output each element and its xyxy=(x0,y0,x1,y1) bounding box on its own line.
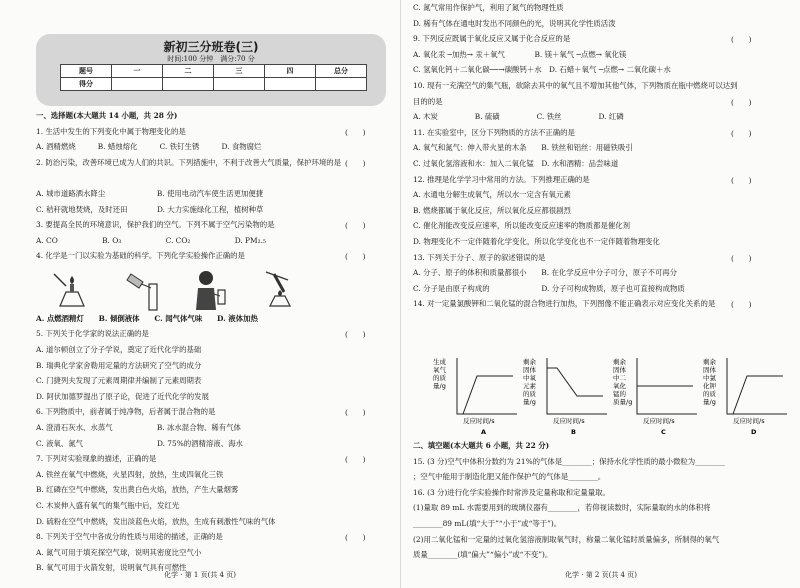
right-page xyxy=(400,0,800,588)
question-line: A. CO B. O₃ C. CO₂ D. PM₂.₅ xyxy=(36,235,266,245)
question-line: C. 氢氧化钙＋二氧化碳──→碳酸钙＋水 D. 石蜡＋氧气 ─点燃→ 二氧化碳＋水 xyxy=(413,65,671,75)
graph-y-label: 剩余 xyxy=(703,358,716,366)
graph-letter: B xyxy=(571,428,576,436)
heating-liquid-icon xyxy=(260,270,300,312)
answer-parentheses[interactable]: ( ) xyxy=(731,128,752,138)
question-line: 12. 推理是化学学习中常用的方法。下列推理正确的是 xyxy=(413,174,590,184)
graph-A xyxy=(433,356,521,440)
graph-x-label: 反应时间/s xyxy=(733,417,765,425)
question-line: 质量________(填“偏大”“偏小”或“不变”)。 xyxy=(413,550,553,560)
graph-y-label: 中氧 xyxy=(523,374,536,382)
question-line: D. 阿伏加德罗提出了原子论，促进了近代化学的发展 xyxy=(36,391,209,401)
question-line: (2)用二氧化锰和一定量的过氧化氢溶液制取氧气时，称量二氧化锰时质量偏多，所制得的氧气 xyxy=(413,534,720,544)
question-line: 二、填空题(本大题共 6 小题，共 22 分) xyxy=(413,441,550,450)
question-line: D. 稀有气体在通电时发出不同颜色的光，说明其化学性质活泼 xyxy=(413,18,616,28)
score-cell-0-2: 二 xyxy=(163,65,214,78)
question-line: C. 氮气常用作保护气，利用了氮气的物理性质 xyxy=(413,3,564,12)
answer-parentheses[interactable]: ( ) xyxy=(345,252,366,262)
graph-axes xyxy=(547,358,607,414)
question-line: A. 澄清石灰水、水蒸气 B. 冰水混合物、稀有气体 xyxy=(36,423,241,432)
graph-y-label: 氧气 xyxy=(433,366,446,374)
question-line: D. 物理变化不一定伴随着化学变化，所以化学变化也不一定伴随着物理变化 xyxy=(413,237,660,246)
answer-parentheses[interactable]: ( ) xyxy=(345,455,366,465)
question-line: 15. (3 分)空气中体积分数约为 21%的气体是________；保持水化学性质的最小微粒为________ xyxy=(413,456,725,466)
question-line: 11. 在实验室中，区分下列物质的方法不正确的是 xyxy=(413,127,575,137)
graph-y-label: 固体 xyxy=(703,366,716,374)
question-line: B. 红磷在空气中燃烧，发出黄白色火焰，放热，产生大量烟雾 xyxy=(36,485,239,495)
left-page-footer: 化学 · 第 1 页(共 4 页) xyxy=(164,571,236,579)
score-cell-1-0: 得分 xyxy=(61,78,112,91)
question-line: A. 道尔顿创立了分子学说，奠定了近代化学的基础 xyxy=(36,345,202,354)
question-line: A. 氮气可用于填充探空气球，说明其密度比空气小 xyxy=(36,547,202,557)
answer-parentheses[interactable]: ( ) xyxy=(731,175,752,185)
exam-title: 新初三分班卷(三) xyxy=(163,40,259,54)
question-line: 9. 下列反应既属于氧化反应又属于化合反应的是 xyxy=(413,34,571,44)
question-line: B. 瑞典化学家舍勒用定量的方法研究了空气的成分 xyxy=(36,360,202,370)
question-line: C. 催化剂能改变反应速率，所以能改变反应速率的物质都是催化剂 xyxy=(413,221,631,231)
question-line: 5. 下列关于化学家的说法正确的是 xyxy=(36,329,149,339)
question-line: A. 点燃酒精灯 B. 倾倒液体 C. 闻气体气味 D. 液体加热 xyxy=(36,313,258,323)
question-line: A. 分子、原子的体积和质量都很小 B. 在化学反应中分子可分，原子不可再分 xyxy=(413,268,678,278)
graph-y-label: 量/g xyxy=(703,398,716,406)
graph-curve xyxy=(547,368,603,396)
score-cell-0-1: 一 xyxy=(112,65,163,78)
score-cell-0-5: 总分 xyxy=(316,65,367,78)
answer-parentheses[interactable]: ( ) xyxy=(345,533,366,543)
graph-letter: C xyxy=(661,428,666,436)
graph-y-label: 中二 xyxy=(613,374,626,382)
question-line: C. 门捷列夫发现了元素周期律并编制了元素周期表 xyxy=(36,376,202,386)
graph-x-label: 反应时间/s xyxy=(553,417,585,425)
graph-curve xyxy=(463,376,513,414)
graph-C xyxy=(613,356,701,440)
question-line: C. 液氧、氮气 D. 75%的酒精溶液、海水 xyxy=(36,438,243,448)
question-line: 目的的是 xyxy=(413,96,443,106)
graph-y-label: 剩余 xyxy=(523,358,536,366)
question-line: 13. 下列关于分子、原子的叙述错误的是 xyxy=(413,252,546,262)
pouring-liquid-icon xyxy=(125,270,165,312)
score-cell-1-3 xyxy=(214,78,265,91)
question-line: B. 燃烧都属于氧化反应，所以氧化反应都很剧烈 xyxy=(413,205,571,215)
graph-y-label: 化钾 xyxy=(703,382,716,390)
question-line: ；空气中能用于制造化肥又能作保护气的气体是________。 xyxy=(413,472,606,482)
question-line: ________89 mL(填“大于”“小于”或“等于”)。 xyxy=(413,519,562,528)
graph-y-label: 的质 xyxy=(433,374,446,382)
question-line: A. 城市道路洒水降尘 B. 使用电动汽车使生活更加便捷 xyxy=(36,189,264,198)
question-line: 7. 下列对实验现象的描述，正确的是 xyxy=(36,454,157,464)
score-cell-1-4 xyxy=(265,78,316,91)
question-line: A. 氧气和氮气：伸入带火星的木条 B. 铁丝和铝丝：用磁铁吸引 xyxy=(413,143,633,153)
graph-y-label: 元素 xyxy=(523,382,536,390)
question-line: 10. 现有一充满空气的集气瓶，欲除去其中的氧气且不增加其他气体，下列物质在瓶中燃烧可以达到 xyxy=(413,81,738,90)
question-line: C. 过氧化氢溶液和水：加入二氧化锰 D. 水和酒精：品尝味道 xyxy=(413,159,619,168)
graph-y-label: 生成 xyxy=(433,358,446,366)
graph-y-label: 的质 xyxy=(523,390,536,398)
graph-y-label: 固体 xyxy=(613,366,626,374)
question-line: 一、选择题(本大题共 14 小题，共 28 分) xyxy=(36,111,178,120)
answer-parentheses[interactable]: ( ) xyxy=(345,127,366,137)
question-line: A. 木炭 B. 硫磺 C. 铁丝 D. 红磷 xyxy=(413,112,624,122)
question-line: 6. 下列物质中，前者属于纯净物，后者属于混合物的是 xyxy=(36,407,216,417)
graph-letter: D xyxy=(751,428,757,436)
graph-y-label: 质量/g xyxy=(613,398,633,406)
exam-subtitle: 时间:100 分钟 满分:70 分 xyxy=(167,55,255,63)
graph-y-label: 的质 xyxy=(703,390,716,398)
score-cell-1-2 xyxy=(163,78,214,91)
answer-parentheses[interactable]: ( ) xyxy=(345,408,366,418)
question-line: C. 秸秆就地焚烧，及时还田 D. 大力实施绿化工程，植树种草 xyxy=(36,204,264,214)
score-cell-1-1 xyxy=(112,78,163,91)
score-cell-1-5 xyxy=(316,78,367,91)
graph-y-label: 氧化 xyxy=(613,382,626,390)
alcohol-lamp-icon xyxy=(52,272,92,312)
question-line: 14. 对一定量氯酸钾和二氧化锰的混合物进行加热，下列图像不能正确表示对应变化关系的是 xyxy=(413,299,716,309)
question-line: 4. 化学是一门以实验为基础的科学。下列化学实验操作正确的是 xyxy=(36,251,245,261)
graph-B xyxy=(523,356,611,440)
answer-parentheses[interactable]: ( ) xyxy=(731,97,752,107)
answer-parentheses[interactable]: ( ) xyxy=(731,35,752,45)
smelling-gas-icon xyxy=(190,268,230,312)
question-line: 3. 要提高全民的环境意识，保护我们的空气。下列不属于空气污染物的是 xyxy=(36,220,275,230)
question-line: A. 水通电分解生成氧气，所以水一定含有氧元素 xyxy=(413,190,571,200)
graph-x-label: 反应时间/s xyxy=(643,417,675,425)
question-line: A. 铁丝在氧气中燃烧，火星四射，放热，生成四氧化三铁 xyxy=(36,469,224,479)
question-line: A. 酒精燃烧 B. 蜡烛熔化 C. 铁钉生锈 D. 食物腐烂 xyxy=(36,142,262,152)
graph-y-label: 中氯 xyxy=(703,374,716,382)
answer-parentheses[interactable]: ( ) xyxy=(345,221,366,231)
graph-y-label: 锰的 xyxy=(613,390,626,398)
score-table xyxy=(60,64,367,91)
graph-curve xyxy=(733,376,783,414)
question-line: A. 氧化汞 ─加热→ 汞＋氧气 B. 镁＋氧气 ─点燃→ 氧化镁 xyxy=(413,49,627,59)
question-line: 16. (3 分)进行化学实验操作时常涉及定量称取和定量量取。 xyxy=(413,487,610,497)
graph-x-label: 反应时间/s xyxy=(463,417,495,425)
right-page-footer: 化学 · 第 2 页(共 4 页) xyxy=(565,571,637,579)
answer-parentheses[interactable]: ( ) xyxy=(731,253,752,263)
question-line: 8. 下列关于空气中各成分的性质与用途的描述，正确的是 xyxy=(36,532,223,542)
graph-y-label: 量/g xyxy=(523,398,536,406)
score-cell-0-3: 三 xyxy=(214,65,265,78)
question-line: D. 硫粉在空气中燃烧，发出淡蓝色火焰，放热，生成有刺激性气味的气体 xyxy=(36,516,276,526)
score-cell-0-4: 四 xyxy=(265,65,316,78)
graph-letter: A xyxy=(481,428,487,436)
question-line: B. 氧气可用于火箭发射，说明氧气具有可燃性 xyxy=(36,563,187,573)
question-line: 2. 防治污染，改善环境已成为人们的共识。下列措施中，不利于改善大气质量，保护环境的是 xyxy=(36,157,342,167)
question-line: C. 木炭伸入盛有氧气的集气瓶中后，发红光 xyxy=(36,501,180,510)
question-line: (1)量取 89 mL 水需要用到的玻璃仪器有________，若仰视读数时，实际量取的水的体积将 xyxy=(413,503,711,513)
question-line: 1. 生活中发生的下列变化中属于物理变化的是 xyxy=(36,126,186,136)
graph-y-label: 量/g xyxy=(433,382,446,390)
answer-parentheses[interactable]: ( ) xyxy=(345,158,366,168)
graph-y-label: 固体 xyxy=(523,366,536,374)
graph-D xyxy=(703,356,791,440)
question-line: C. 分子是由原子构成的 D. 分子可构成物质，原子也可直接构成物质 xyxy=(413,283,685,293)
graph-y-label: 剩余 xyxy=(613,358,626,366)
answer-parentheses[interactable]: ( ) xyxy=(345,330,366,340)
answer-parentheses[interactable]: ( ) xyxy=(731,300,752,310)
score-cell-0-0: 题号 xyxy=(61,65,112,78)
